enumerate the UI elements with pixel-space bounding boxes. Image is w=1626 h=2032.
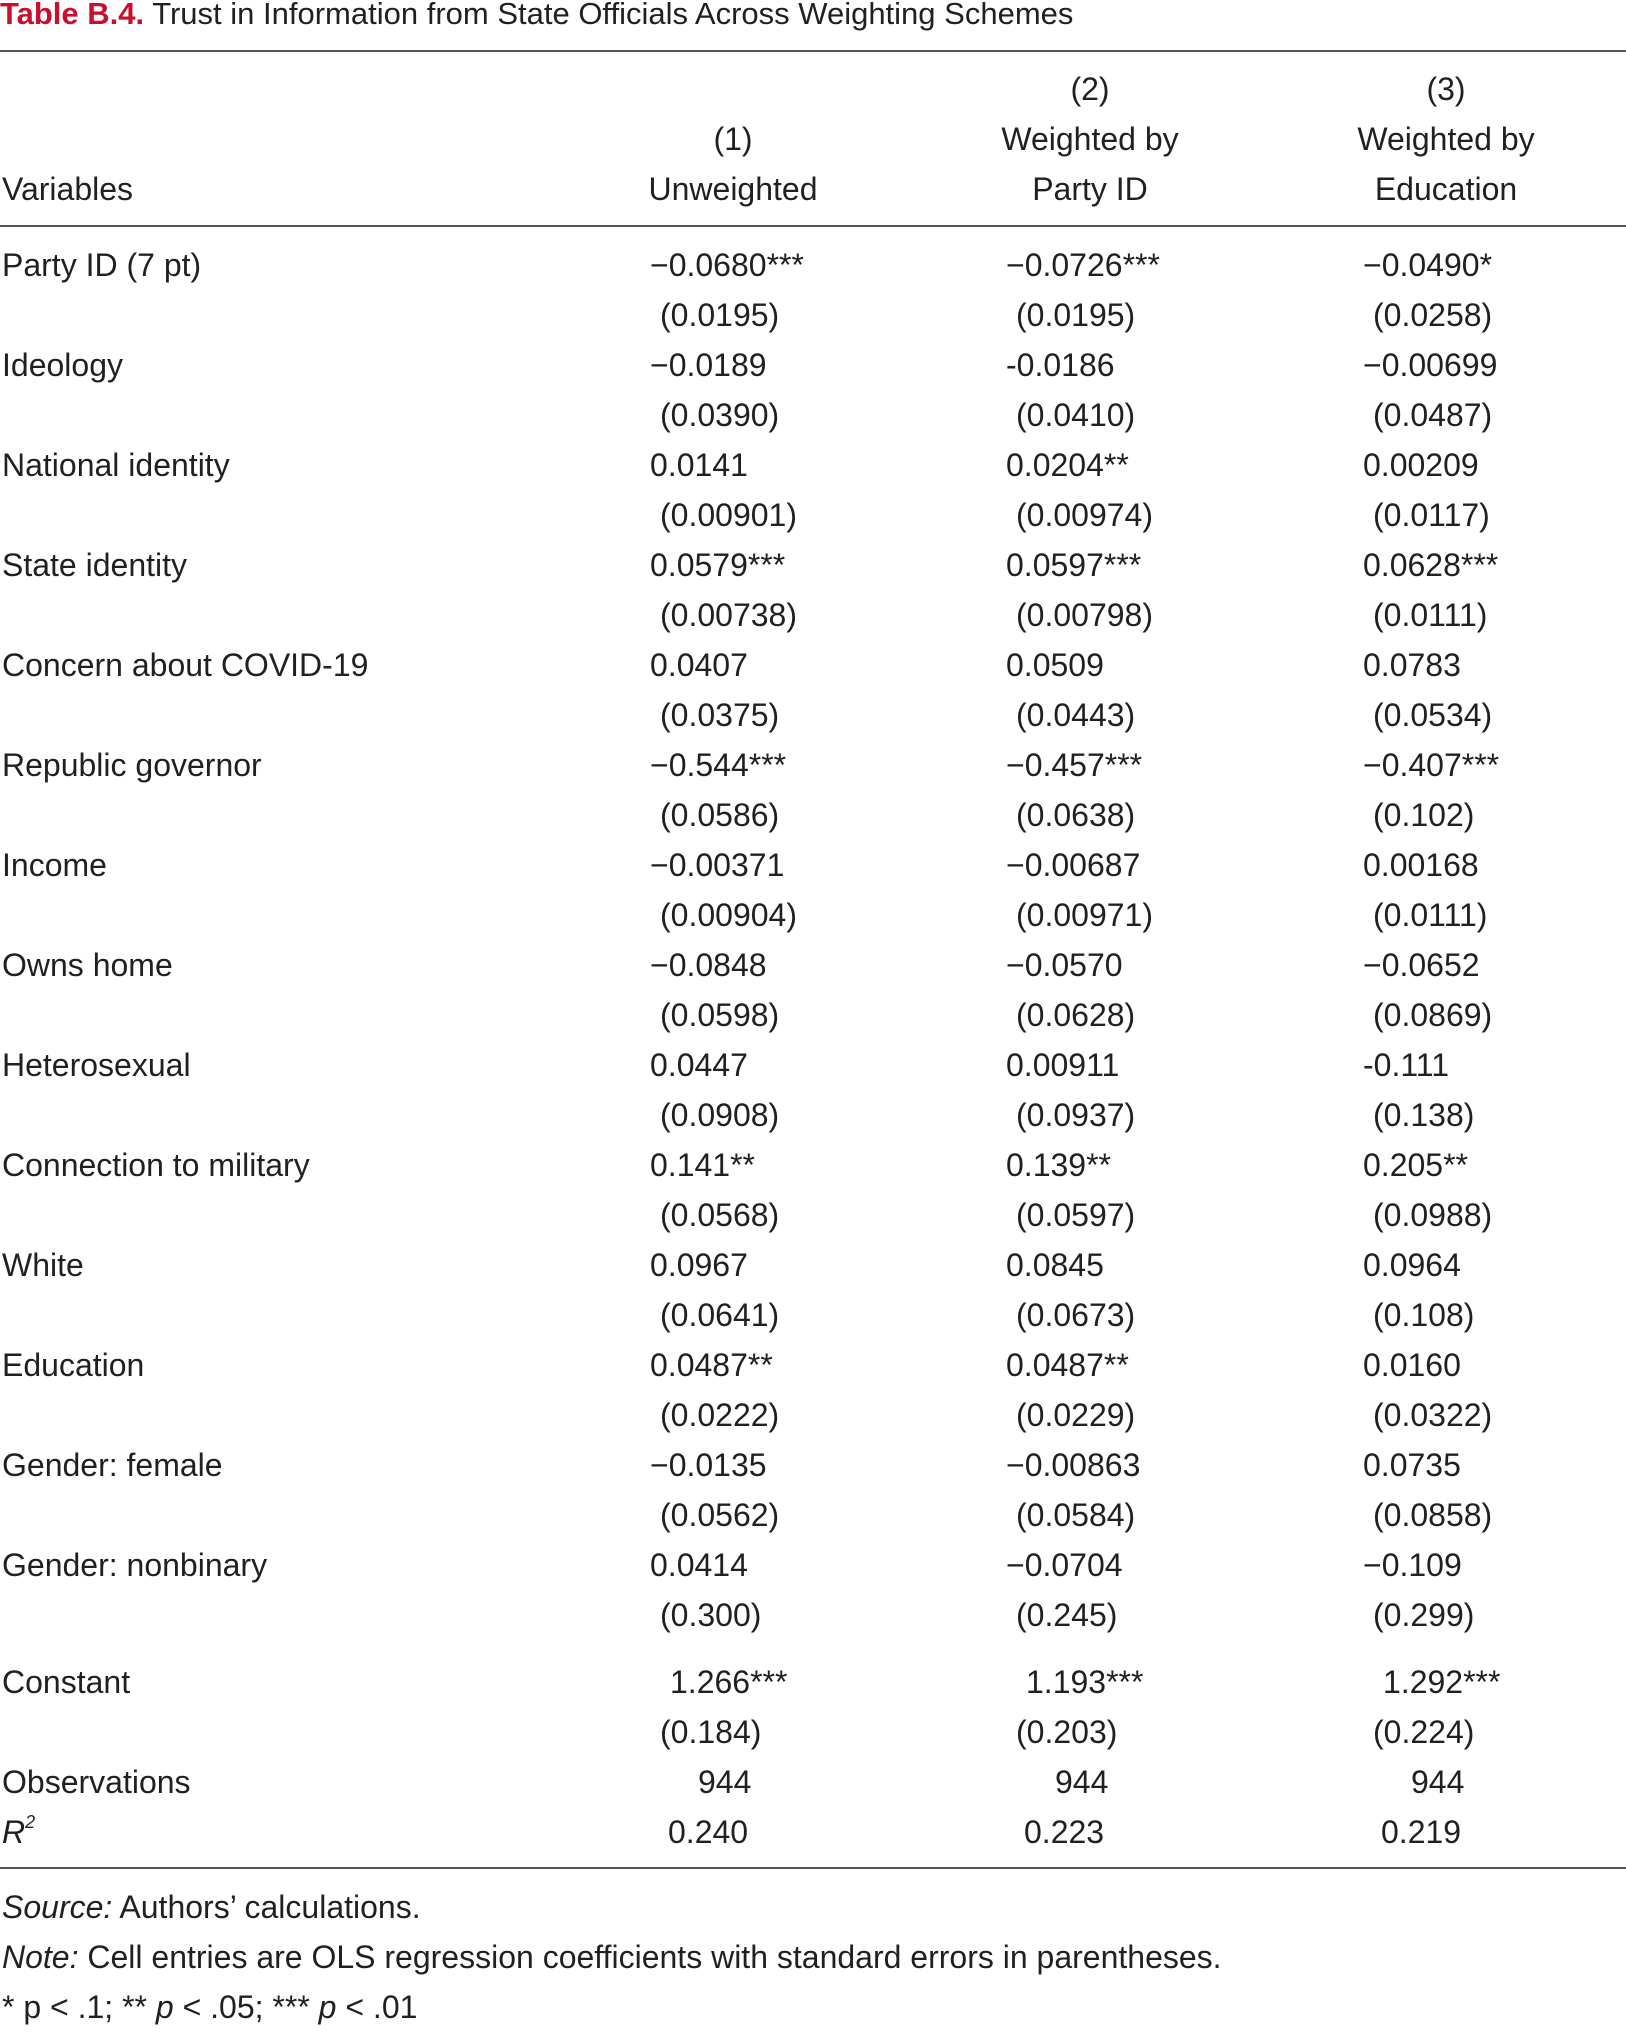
- coef-col2: 0.0597***: [1006, 547, 1142, 583]
- row-label: Party ID (7 pt): [2, 247, 202, 283]
- coef-col3: −0.00699: [1363, 347, 1498, 383]
- constant-row: [0, 1657, 1626, 1707]
- se-col1: (0.300): [660, 1597, 762, 1633]
- coef-col3: −0.0652: [1363, 947, 1480, 983]
- table-row-se: [0, 290, 1626, 340]
- source-note: Source: Authors’ calculations.: [2, 1889, 421, 1925]
- coef-col1: −0.544***: [650, 747, 787, 783]
- se-col3: (0.0111): [1373, 597, 1488, 633]
- table-row: [0, 540, 1626, 590]
- table-row-se: [0, 1190, 1626, 1240]
- coef-col2: 0.0509: [1006, 647, 1104, 683]
- se-col2: (0.00974): [1016, 497, 1153, 533]
- se-col3: (0.0111): [1373, 897, 1488, 933]
- table-row-se: [0, 990, 1626, 1040]
- coef-col1: −0.0680***: [650, 247, 804, 283]
- coef-col1: −0.0135: [650, 1447, 767, 1483]
- row-label: Observations: [2, 1764, 191, 1800]
- table-row: [0, 1240, 1626, 1290]
- coef-col1: 0.0407: [650, 647, 748, 683]
- coef-col2: −0.0726***: [1006, 247, 1160, 283]
- coef-col3: −0.109: [1363, 1547, 1462, 1583]
- se-col1: (0.184): [660, 1714, 762, 1750]
- coef-col3: 0.0783: [1363, 647, 1461, 683]
- coef-col3: -0.111: [1363, 1047, 1449, 1083]
- table-row-se: [0, 590, 1626, 640]
- table-row: [0, 840, 1626, 890]
- row-label: National identity: [2, 447, 230, 483]
- coef-col3: 0.00209: [1363, 447, 1479, 483]
- variables-header: Variables: [2, 171, 134, 207]
- obs-col3: 944: [1411, 1764, 1465, 1800]
- col3-label-line2: Education: [1374, 171, 1518, 207]
- se-col2: (0.0443): [1016, 697, 1136, 733]
- coef-col1: 1.266***: [670, 1664, 788, 1700]
- se-col1: (0.0641): [660, 1297, 780, 1333]
- table-row-se: [0, 1290, 1626, 1340]
- coef-col1: 0.0414: [650, 1547, 748, 1583]
- table-row: [0, 1540, 1626, 1590]
- bottom-rule: [0, 1867, 1626, 1869]
- coef-col2: 0.0487**: [1006, 1347, 1129, 1383]
- col2-label-line2: Party ID: [1032, 171, 1148, 207]
- coef-col2: 0.00911: [1006, 1047, 1120, 1083]
- se-col3: (0.108): [1373, 1297, 1475, 1333]
- table-title: [0, 0, 1073, 34]
- row-label: Republic governor: [2, 747, 262, 783]
- r2-col2: 0.223: [1024, 1814, 1105, 1850]
- se-col2: (0.0229): [1016, 1397, 1136, 1433]
- se-col2: (0.0638): [1016, 797, 1136, 833]
- coef-col1: 0.0579***: [650, 547, 786, 583]
- row-label: Owns home: [2, 947, 173, 983]
- se-col2: (0.0584): [1016, 1497, 1136, 1533]
- coef-col2: 0.139**: [1006, 1147, 1111, 1183]
- se-col1: (0.0586): [660, 797, 780, 833]
- obs-col1: 944: [698, 1764, 752, 1800]
- col2-label-line1: Weighted by: [1001, 121, 1179, 157]
- coef-col2: −0.0704: [1006, 1547, 1123, 1583]
- table-row-se: [0, 490, 1626, 540]
- coef-col3: −0.407***: [1363, 747, 1500, 783]
- se-col3: (0.0534): [1373, 697, 1493, 733]
- table-row: [0, 1040, 1626, 1090]
- coef-col3: 0.00168: [1363, 847, 1479, 883]
- coef-col3: 0.205**: [1363, 1147, 1468, 1183]
- se-col1: (0.00738): [660, 597, 797, 633]
- se-col1: (0.0568): [660, 1197, 780, 1233]
- top-rule: [0, 50, 1626, 52]
- se-col3: (0.0117): [1373, 497, 1490, 533]
- table-row: [0, 940, 1626, 990]
- coef-col3: 0.0964: [1363, 1247, 1461, 1283]
- table-row-se: [0, 890, 1626, 940]
- coef-col2: −0.457***: [1006, 747, 1143, 783]
- r2-row: [0, 1807, 1626, 1857]
- table-row: [0, 1440, 1626, 1490]
- table-row: [0, 340, 1626, 390]
- coef-col3: 0.0628***: [1363, 547, 1499, 583]
- table-row: [0, 1340, 1626, 1390]
- table-row: [0, 440, 1626, 490]
- col3-label-line1: Weighted by: [1357, 121, 1535, 157]
- coef-col3: −0.0490*: [1363, 247, 1493, 283]
- r2-col3: 0.219: [1381, 1814, 1462, 1850]
- se-col3: (0.224): [1373, 1714, 1475, 1750]
- row-label: Heterosexual: [2, 1047, 191, 1083]
- coef-col3: 0.0160: [1363, 1347, 1461, 1383]
- se-col3: (0.299): [1373, 1597, 1475, 1633]
- coef-col2: 1.193***: [1026, 1664, 1144, 1700]
- table-row-se: [0, 790, 1626, 840]
- se-col3: (0.0869): [1373, 997, 1493, 1033]
- se-col1: (0.0390): [660, 397, 780, 433]
- coef-col2: 0.0845: [1006, 1247, 1104, 1283]
- table-row: [0, 240, 1626, 290]
- se-col1: (0.00901): [660, 497, 797, 533]
- se-col2: (0.0673): [1016, 1297, 1136, 1333]
- observations-row: [0, 1757, 1626, 1807]
- se-col1: (0.0222): [660, 1397, 780, 1433]
- row-label: Connection to military: [2, 1147, 310, 1183]
- row-label: Ideology: [2, 347, 123, 383]
- row-label: Gender: female: [2, 1447, 223, 1483]
- row-label: State identity: [2, 547, 187, 583]
- se-col2: (0.00798): [1016, 597, 1153, 633]
- se-col2: (0.0597): [1016, 1197, 1136, 1233]
- table-row: [0, 1140, 1626, 1190]
- col2-number: (2): [1070, 71, 1110, 107]
- row-label: Constant: [2, 1664, 131, 1700]
- col3-number: (3): [1426, 71, 1466, 107]
- coef-col2: 0.0204**: [1006, 447, 1129, 483]
- table-row-se: [0, 1490, 1626, 1540]
- se-col2: (0.0410): [1016, 397, 1136, 433]
- se-col3: (0.102): [1373, 797, 1475, 833]
- coef-col1: −0.00371: [650, 847, 785, 883]
- se-col3: (0.0322): [1373, 1397, 1493, 1433]
- se-col2: (0.0628): [1016, 997, 1136, 1033]
- coef-col3: 1.292***: [1383, 1664, 1501, 1700]
- coef-col2: -0.0186: [1006, 347, 1115, 383]
- se-col1: (0.00904): [660, 897, 797, 933]
- table-row-se: [0, 390, 1626, 440]
- se-col1: (0.0562): [660, 1497, 780, 1533]
- coef-col1: 0.141**: [650, 1147, 755, 1183]
- se-col3: (0.0858): [1373, 1497, 1493, 1533]
- se-col2: (0.00971): [1016, 897, 1153, 933]
- coef-col2: −0.00687: [1006, 847, 1141, 883]
- se-col1: (0.0908): [660, 1097, 780, 1133]
- se-col1: (0.0195): [660, 297, 780, 333]
- se-col3: (0.0258): [1373, 297, 1493, 333]
- se-col2: (0.245): [1016, 1597, 1118, 1633]
- col1-label: Unweighted: [648, 171, 818, 207]
- se-col2: (0.203): [1016, 1714, 1118, 1750]
- se-col1: (0.0375): [660, 697, 780, 733]
- coef-col2: −0.00863: [1006, 1447, 1141, 1483]
- header-rule: [0, 225, 1626, 227]
- coef-col1: 0.0141: [650, 447, 748, 483]
- table-row-se: [0, 1090, 1626, 1140]
- coef-col2: −0.0570: [1006, 947, 1123, 983]
- table-row-se: [0, 1390, 1626, 1440]
- se-col2: (0.0937): [1016, 1097, 1136, 1133]
- se-col3: (0.0988): [1373, 1197, 1493, 1233]
- table-row-se: [0, 690, 1626, 740]
- row-label: Income: [2, 847, 107, 883]
- r2-col1: 0.240: [668, 1814, 749, 1850]
- obs-col2: 944: [1055, 1764, 1109, 1800]
- constant-se-row: [0, 1707, 1626, 1757]
- table-row-se: [0, 1590, 1626, 1640]
- table-row: [0, 640, 1626, 690]
- row-label: Concern about COVID-19: [2, 647, 369, 683]
- row-label: Gender: nonbinary: [2, 1547, 268, 1583]
- col1-number: (1): [713, 121, 753, 157]
- se-col2: (0.0195): [1016, 297, 1136, 333]
- se-col1: (0.0598): [660, 997, 780, 1033]
- table-row: [0, 740, 1626, 790]
- r2-label: $R^2$: [2, 1812, 36, 1850]
- row-label: White: [2, 1247, 84, 1283]
- coef-col1: 0.0967: [650, 1247, 748, 1283]
- significance-note: * p < .1; ** p < .05; *** p < .01: [2, 1989, 418, 2025]
- coef-col1: −0.0189: [650, 347, 767, 383]
- row-label: Education: [2, 1347, 145, 1383]
- coef-col1: 0.0487**: [650, 1347, 773, 1383]
- coef-col3: 0.0735: [1363, 1447, 1461, 1483]
- method-note: Note: Cell entries are OLS regression coefficients with standard errors in parentheses.: [2, 1939, 1222, 1975]
- table-title-text: Trust in Information from State Officials Across Weighting Schemes: [152, 0, 1074, 31]
- se-col3: (0.0487): [1373, 397, 1493, 433]
- table-label: Table B.4.: [0, 0, 145, 31]
- coef-col1: −0.0848: [650, 947, 767, 983]
- coef-col1: 0.0447: [650, 1047, 748, 1083]
- se-col3: (0.138): [1373, 1097, 1475, 1133]
